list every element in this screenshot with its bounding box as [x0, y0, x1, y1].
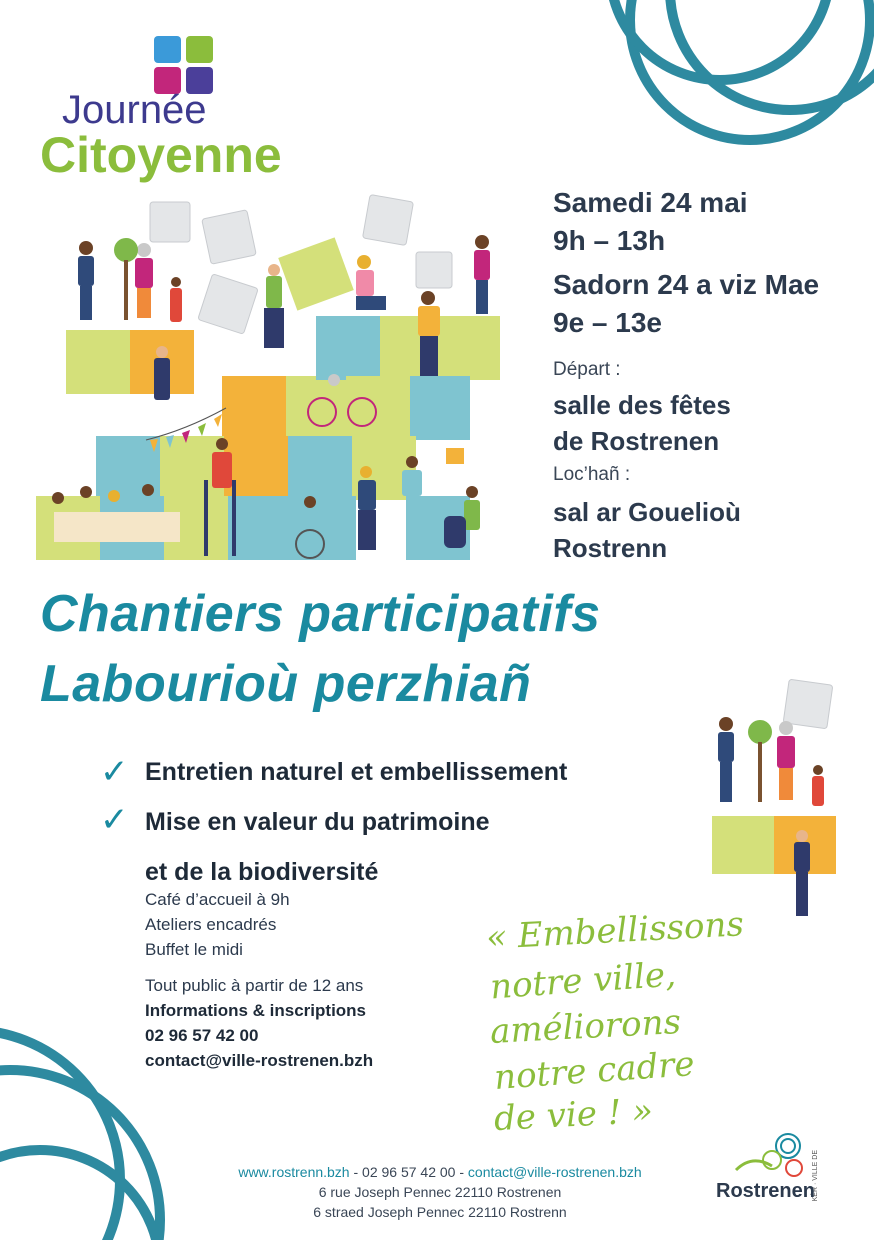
logo-tiles — [154, 36, 250, 96]
footer-contact-line — [180, 1162, 700, 1182]
contact-phone: 02 96 57 42 00 — [145, 1026, 259, 1045]
person-icon — [154, 36, 181, 63]
footer — [180, 1162, 700, 1222]
contact-email[interactable]: contact@ville-rostrenen.bzh — [145, 1051, 374, 1070]
place-br-line2: Rostrenn — [553, 533, 668, 563]
detail-ateliers: Ateliers encadrés — [145, 915, 277, 934]
detail-cafe: Café d’accueil à 9h — [145, 890, 290, 909]
gardening-people-illustration — [706, 676, 842, 926]
tree-icon — [186, 36, 213, 63]
town-name: Rostrenen — [716, 1180, 815, 1202]
logo-word-citoyenne: Citoyenne — [40, 127, 282, 183]
lochan-label: Loc’hañ : — [553, 464, 631, 485]
place-br-line1: sal ar Gouelioù — [553, 497, 741, 527]
activity-item-1: Entretien naturel et embellissement — [145, 758, 568, 786]
footer-website-link[interactable]: www.rostrenn.bzh — [238, 1164, 350, 1180]
program-details — [145, 887, 290, 962]
depart-label: Départ : — [553, 359, 621, 380]
town-tagline: KÊR · VILLE DE — [812, 1150, 819, 1202]
footer-address-br: 6 straed Joseph Pennec 22110 Rostrenn — [313, 1204, 567, 1220]
puzzle-community-illustration — [36, 190, 506, 570]
rostrenen-town-logo — [712, 1130, 842, 1210]
info-label: Informations & inscriptions — [145, 1001, 367, 1020]
activity-item-2-continuation: et de la biodiversité — [145, 858, 379, 886]
slogan-line4: notre cadre — [492, 1044, 696, 1098]
slogan-line2: notre ville, — [488, 954, 678, 1008]
detail-public: Tout public à partir de 12 ans — [145, 976, 364, 995]
event-date-br: Sadorn 24 a viz Mae — [553, 269, 820, 300]
detail-buffet: Buffet le midi — [145, 940, 243, 959]
slogan-line3: améliorons — [489, 1002, 682, 1052]
place-fr-line2: de Rostrenen — [553, 426, 720, 456]
headline-breton: Labourioù perzhiañ — [40, 655, 532, 713]
logo-word-journee: Journée — [62, 88, 207, 132]
slogan-line1: « Embellissons — [485, 904, 745, 958]
contact-details — [145, 973, 373, 1073]
footer-email-link[interactable]: contact@ville-rostrenen.bzh — [467, 1164, 642, 1180]
footer-address-fr: 6 rue Joseph Pennec 22110 Rostrenen — [318, 1184, 562, 1200]
flower-logo-icon — [732, 1130, 812, 1180]
event-time-br: 9e – 13e — [553, 307, 662, 338]
decorative-rings-top — [590, 0, 874, 170]
slogan-line5: de vie ! » — [493, 1090, 654, 1140]
journee-citoyenne-logo — [34, 30, 354, 200]
event-time-fr: 9h – 13h — [553, 225, 666, 256]
activity-item-2: Mise en valeur du patrimoine — [145, 808, 490, 836]
event-date-fr: Samedi 24 mai — [553, 187, 748, 218]
place-fr-line1: salle des fêtes — [553, 390, 731, 420]
check-icon: ✓ — [100, 753, 129, 791]
check-icon: ✓ — [100, 801, 129, 839]
footer-phone: - 02 96 57 42 00 - — [349, 1164, 468, 1180]
headline-french: Chantiers participatifs — [40, 585, 601, 643]
